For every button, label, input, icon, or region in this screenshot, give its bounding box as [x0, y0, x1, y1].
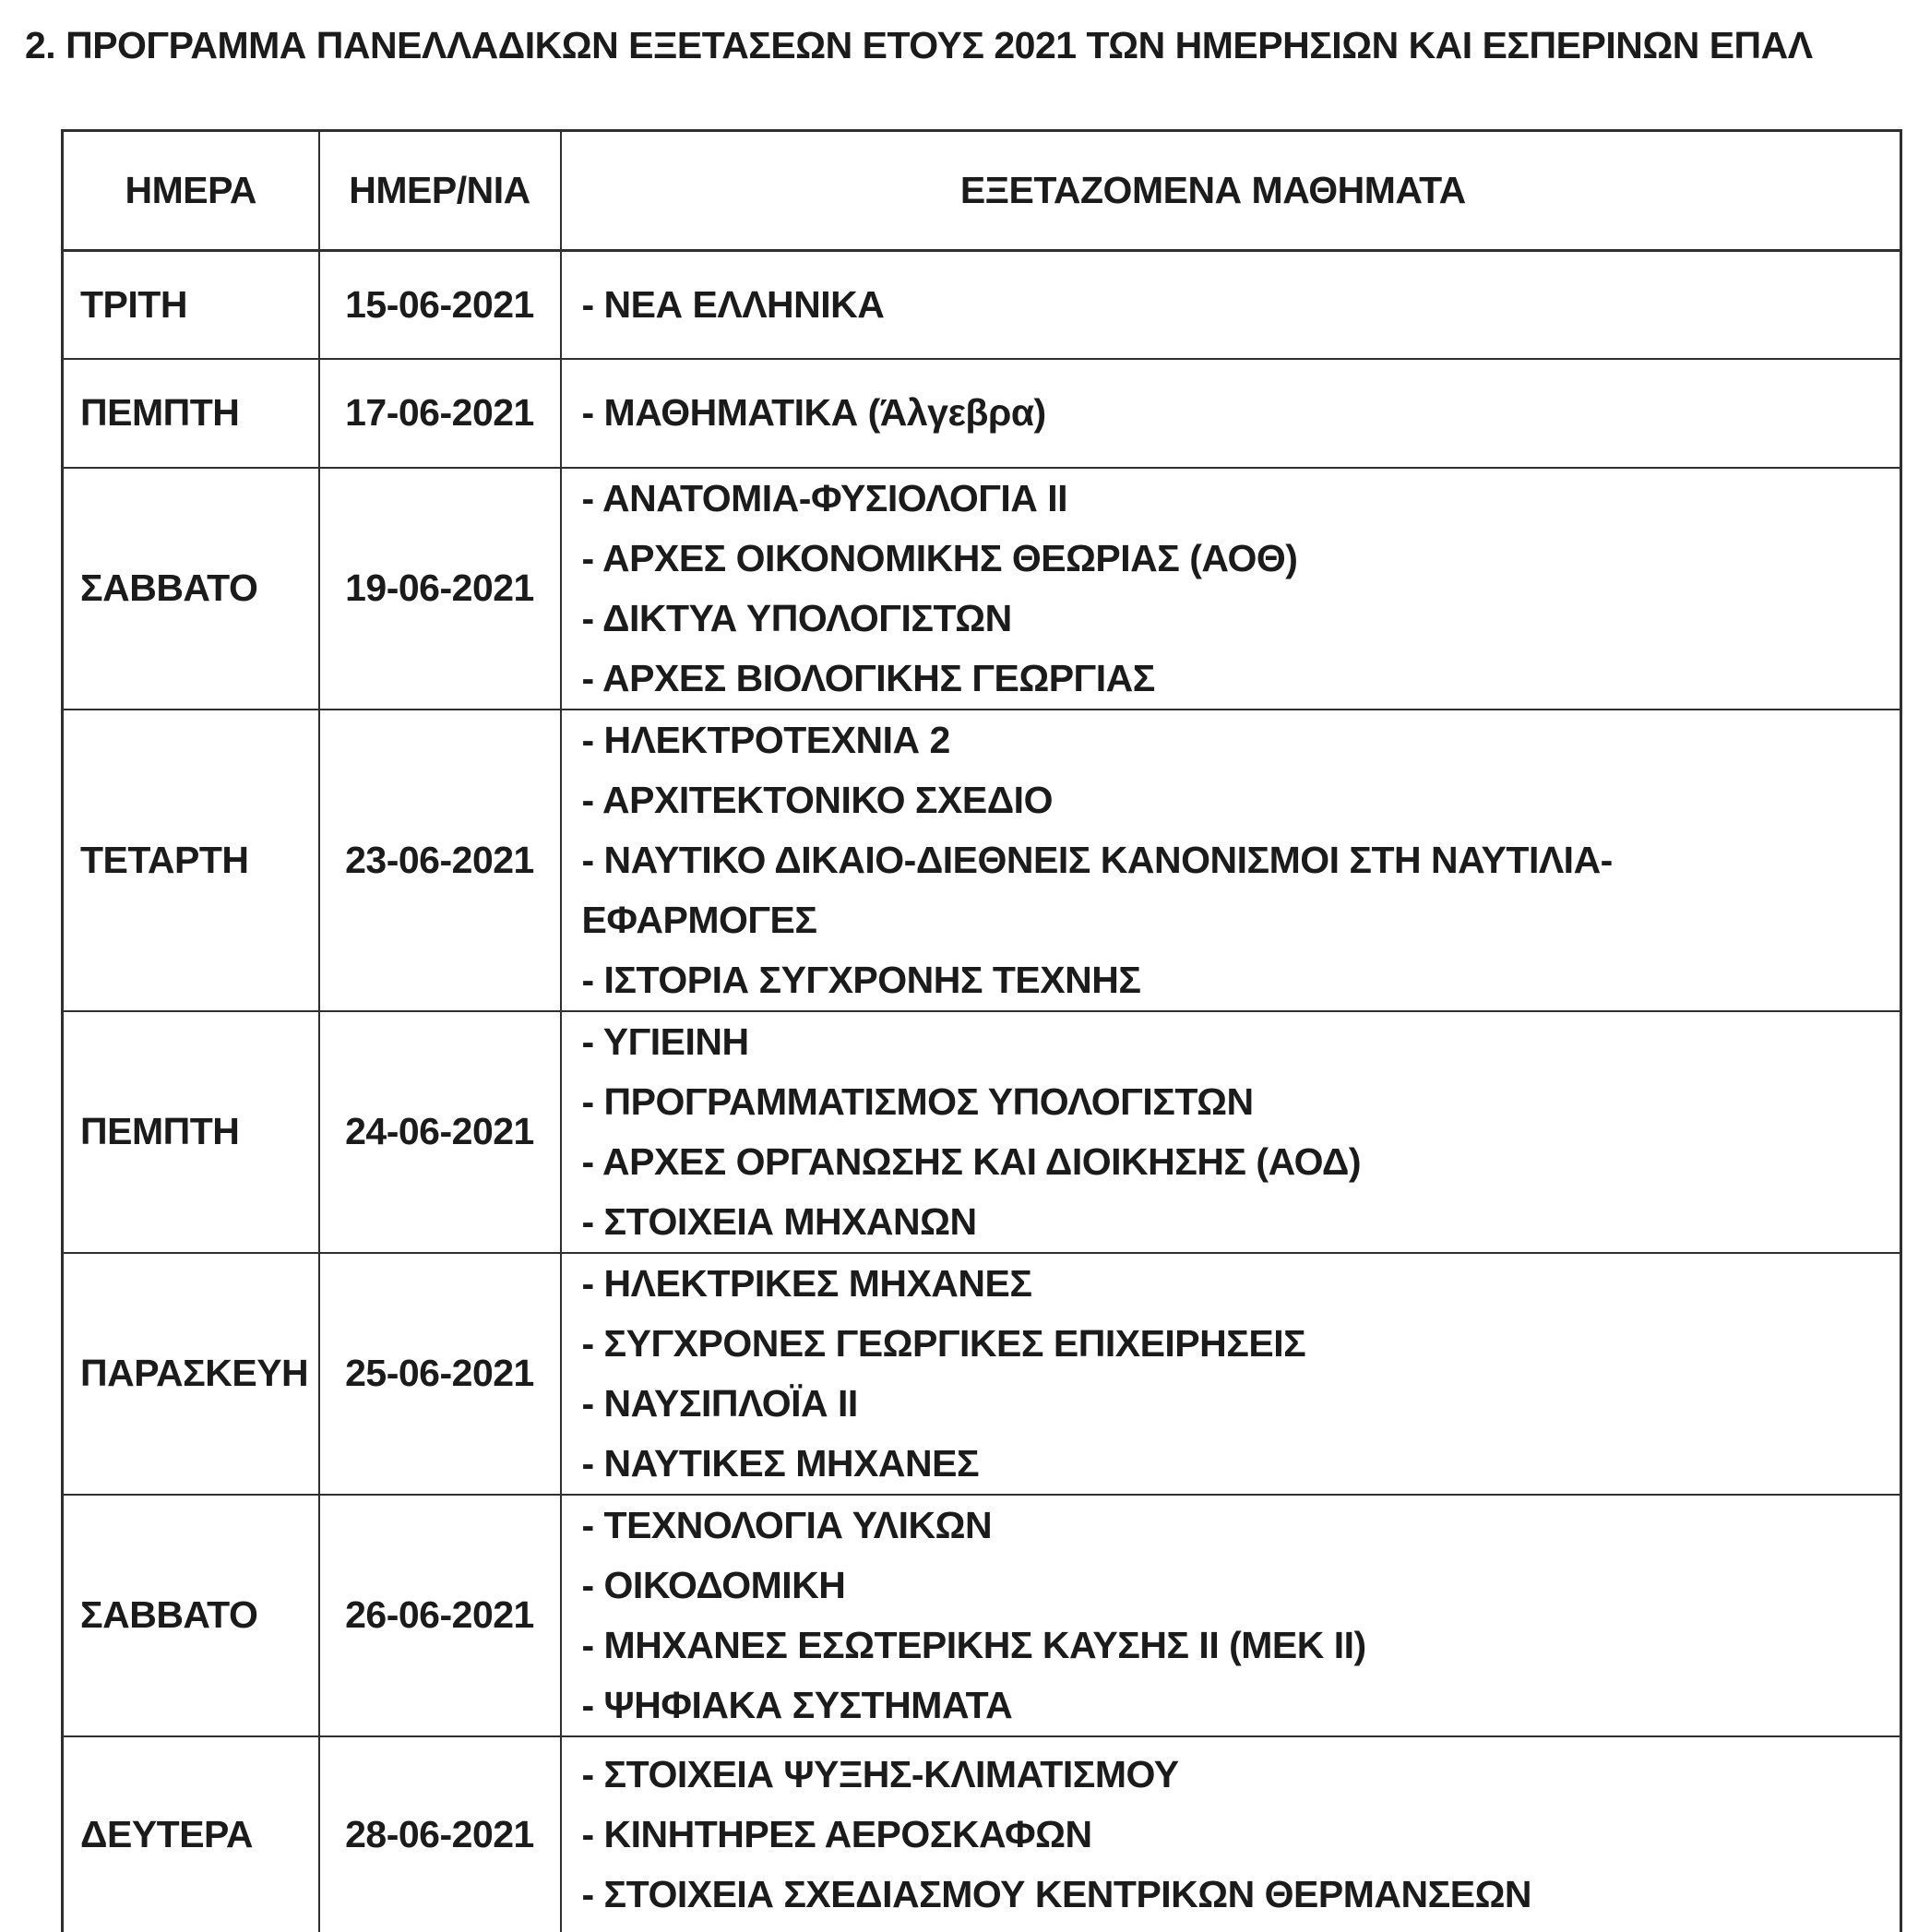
exam-schedule-table: [61, 129, 1902, 1932]
subject-item: - ΝΑΥΤΙΚΟ ΔΙΚΑΙΟ-ΔΙΕΘΝΕΙΣ ΚΑΝΟΝΙΣΜΟΙ ΣΤΗ ΝΑΥΤΙΛΙΑ-ΕΦΑΡΜΟΓΕΣ: [581, 838, 1613, 941]
subject-item: - ΑΝΑΤΟΜΙΑ-ΦΥΣΙΟΛΟΓΙΑ ΙΙ: [581, 476, 1068, 519]
date-cell: 23-06-2021: [319, 710, 561, 1011]
date-cell: 19-06-2021: [319, 468, 561, 710]
subject-item: - ΚΙΝΗΤΗΡΕΣ ΑΕΡΟΣΚΑΦΩΝ: [581, 1812, 1092, 1855]
date-cell: 26-06-2021: [319, 1495, 561, 1736]
date-cell: 24-06-2021: [319, 1011, 561, 1253]
day-cell: ΠΕΜΠΤΗ: [63, 1011, 319, 1253]
subject-item: - ΣΤΟΙΧΕΙΑ ΨΥΞΗΣ-ΚΛΙΜΑΤΙΣΜΟΥ: [581, 1752, 1179, 1795]
column-header-day: ΗΜΕΡΑ: [63, 131, 319, 251]
table-row: [63, 1011, 1901, 1253]
subjects-cell: [561, 1736, 1901, 1932]
subject-item: - ΗΛΕΚΤΡΙΚΕΣ ΜΗΧΑΝΕΣ: [581, 1261, 1032, 1305]
subject-item: - ΑΡΧΕΣ ΟΡΓΑΝΩΣΗΣ ΚΑΙ ΔΙΟΙΚΗΣΗΣ (ΑΟΔ): [581, 1139, 1362, 1183]
subjects-cell: [561, 710, 1901, 1011]
day-cell: ΣΑΒΒΑΤΟ: [63, 468, 319, 710]
day-cell: ΠΑΡΑΣΚΕΥΗ: [63, 1253, 319, 1495]
table-row: [63, 468, 1901, 710]
date-cell: 28-06-2021: [319, 1736, 561, 1932]
subject-item: - ΣΤΟΙΧΕΙΑ ΜΗΧΑΝΩΝ: [581, 1199, 977, 1243]
subjects-cell: [561, 1495, 1901, 1736]
column-header-subjects: ΕΞΕΤΑΖΟΜΕΝΑ ΜΑΘΗΜΑΤΑ: [561, 131, 1901, 251]
day-cell: ΤΕΤΑΡΤΗ: [63, 710, 319, 1011]
table-row: [63, 251, 1901, 359]
table-header: [63, 131, 1901, 251]
subject-item: - ΣΤΟΙΧΕΙΑ ΣΧΕΔΙΑΣΜΟΥ ΚΕΝΤΡΙΚΩΝ ΘΕΡΜΑΝΣΕΩΝ: [581, 1872, 1532, 1915]
day-cell: ΔΕΥΤΕΡΑ: [63, 1736, 319, 1932]
subjects-cell: [561, 468, 1901, 710]
date-cell: 25-06-2021: [319, 1253, 561, 1495]
subject-item: - ΔΙΚΤΥΑ ΥΠΟΛΟΓΙΣΤΩΝ: [581, 596, 1012, 639]
subjects-cell: [561, 251, 1901, 359]
subject-item: - ΑΡΧΕΣ ΒΙΟΛΟΓΙΚΗΣ ΓΕΩΡΓΙΑΣ: [581, 656, 1155, 699]
subject-item: - ΠΡΟΓΡΑΜΜΑΤΙΣΜΟΣ ΥΠΟΛΟΓΙΣΤΩΝ: [581, 1079, 1254, 1123]
subject-item: - ΨΗΦΙΑΚΑ ΣΥΣΤΗΜΑΤΑ: [581, 1683, 1013, 1726]
subject-item: - ΜΗΧΑΝΕΣ ΕΣΩΤΕΡΙΚΗΣ ΚΑΥΣΗΣ ΙΙ (ΜΕΚ ΙΙ): [581, 1623, 1366, 1666]
subjects-cell: [561, 1253, 1901, 1495]
column-header-date: ΗΜΕΡ/ΝΙΑ: [319, 131, 561, 251]
date-cell: 15-06-2021: [319, 251, 561, 359]
header-row: [63, 131, 1901, 251]
table-row: [63, 710, 1901, 1011]
subject-item: - ΝΑΥΣΙΠΛΟΪΑ ΙΙ: [581, 1381, 858, 1425]
table-row: [63, 1253, 1901, 1495]
table-row: [63, 359, 1901, 468]
subject-item: - ΜΑΘΗΜΑΤΙΚΑ (Άλγεβρα): [581, 391, 1046, 434]
subject-item: - ΟΙΚΟΔΟΜΙΚΗ: [581, 1563, 846, 1606]
subject-item: - ΝΑΥΤΙΚΕΣ ΜΗΧΑΝΕΣ: [581, 1441, 980, 1485]
page-title: 2. ΠΡΟΓΡΑΜΜΑ ΠΑΝΕΛΛΑΔΙΚΩΝ ΕΞΕΤΑΣΕΩΝ ΕΤΟΥΣ 2021 ΤΩΝ ΗΜΕΡΗΣΙΩΝ ΚΑΙ ΕΣΠΕΡΙΝΩΝ ΕΠΑΛ: [25, 24, 1813, 66]
subject-item: - ΣΥΓΧΡΟΝΕΣ ΓΕΩΡΓΙΚΕΣ ΕΠΙΧΕΙΡΗΣΕΙΣ: [581, 1321, 1306, 1365]
table-row: [63, 1736, 1901, 1932]
subject-item: - ΑΡΧΕΣ ΟΙΚΟΝΟΜΙΚΗΣ ΘΕΩΡΙΑΣ (ΑΟΘ): [581, 536, 1298, 579]
table-row: [63, 1495, 1901, 1736]
subject-item: - ΑΡΧΙΤΕΚΤΟΝΙΚΟ ΣΧΕΔΙΟ: [581, 778, 1053, 821]
day-cell: ΤΡΙΤΗ: [63, 251, 319, 359]
subject-item: - ΝΕΑ ΕΛΛΗΝΙΚΑ: [581, 282, 885, 326]
day-cell: ΠΕΜΠΤΗ: [63, 359, 319, 468]
subject-item: - ΥΓΙΕΙΝΗ: [581, 1020, 749, 1063]
date-cell: 17-06-2021: [319, 359, 561, 468]
subjects-cell: [561, 359, 1901, 468]
subject-item: - ΗΛΕΚΤΡΟΤΕΧΝΙΑ 2: [581, 718, 950, 761]
subject-item: - ΤΕΧΝΟΛΟΓΙΑ ΥΛΙΚΩΝ: [581, 1503, 993, 1546]
day-cell: ΣΑΒΒΑΤΟ: [63, 1495, 319, 1736]
table-body: [63, 251, 1901, 1932]
subjects-cell: [561, 1011, 1901, 1253]
subject-item: - ΙΣΤΟΡΙΑ ΣΥΓΧΡΟΝΗΣ ΤΕΧΝΗΣ: [581, 958, 1141, 1001]
